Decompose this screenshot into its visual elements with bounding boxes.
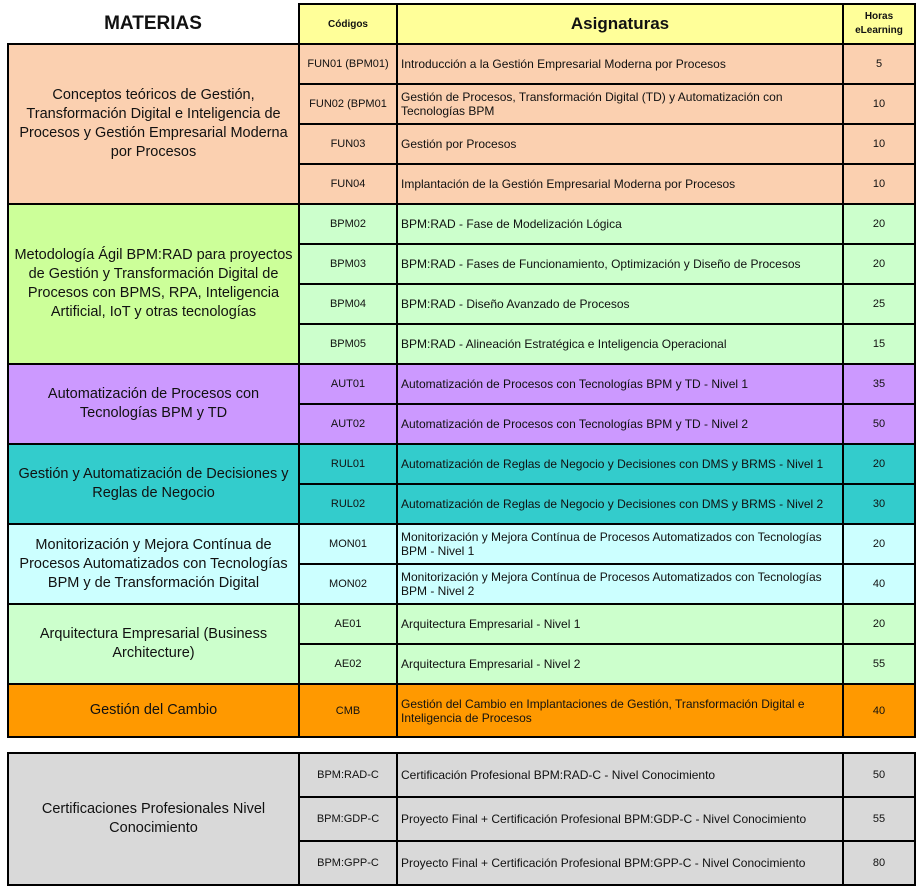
hours-cell: 30 [843, 484, 915, 524]
materia-cell: Automatización de Procesos con Tecnologías BPM y TD [8, 364, 299, 444]
asignaturas-heading: Asignaturas [397, 4, 843, 44]
code-cell: BPM05 [299, 324, 397, 364]
code-cell: MON02 [299, 564, 397, 604]
subject-cell: BPM:RAD - Fases de Funcionamiento, Optimización y Diseño de Procesos [397, 244, 843, 284]
hours-cell: 20 [843, 244, 915, 284]
subject-cell: Arquitectura Empresarial - Nivel 2 [397, 644, 843, 684]
subject-cell: BPM:RAD - Fase de Modelización Lógica [397, 204, 843, 244]
code-cell: CMB [299, 684, 397, 737]
materia-cell: Certificaciones Profesionales Nivel Conocimiento [8, 753, 299, 885]
hours-cell: 20 [843, 204, 915, 244]
materia-cell: Arquitectura Empresarial (Business Architecture) [8, 604, 299, 684]
hours-cell: 40 [843, 684, 915, 737]
subject-cell: Monitorización y Mejora Contínua de Procesos Automatizados con Tecnologías BPM - Nivel 2 [397, 564, 843, 604]
hours-cell: 5 [843, 44, 915, 84]
code-cell: FUN01 (BPM01) [299, 44, 397, 84]
subject-cell: Proyecto Final + Certificación Profesional BPM:GDP-C - Nivel Conocimiento [397, 797, 843, 841]
subjects-table [7, 3, 916, 738]
subject-cell: Introducción a la Gestión Empresarial Moderna por Procesos [397, 44, 843, 84]
subject-cell: BPM:RAD - Diseño Avanzado de Procesos [397, 284, 843, 324]
table-row [8, 364, 915, 404]
materia-cell: Conceptos teóricos de Gestión, Transformación Digital e Inteligencia de Procesos y Gestión Empresarial Moderna por Procesos [8, 44, 299, 204]
table-row [8, 604, 915, 644]
table-row [8, 524, 915, 564]
code-cell: FUN04 [299, 164, 397, 204]
hours-cell: 25 [843, 284, 915, 324]
hours-cell: 80 [843, 841, 915, 885]
subject-cell: Implantación de la Gestión Empresarial Moderna por Procesos [397, 164, 843, 204]
code-cell: FUN02 (BPM01 [299, 84, 397, 124]
code-cell: AUT01 [299, 364, 397, 404]
hours-cell: 50 [843, 753, 915, 797]
codigos-heading: Códigos [299, 4, 397, 44]
certifications-table [7, 752, 916, 886]
subject-cell: Automatización de Reglas de Negocio y Decisiones con DMS y BRMS - Nivel 1 [397, 444, 843, 484]
hours-cell: 55 [843, 797, 915, 841]
code-cell: RUL01 [299, 444, 397, 484]
materia-cell: Metodología Ágil BPM:RAD para proyectos de Gestión y Transformación Digital de Procesos con BPMS, RPA, Inteligencia Artificial, IoT y otras tecnologías [8, 204, 299, 364]
hours-cell: 10 [843, 124, 915, 164]
subject-cell: Monitorización y Mejora Contínua de Procesos Automatizados con Tecnologías BPM - Nivel 1 [397, 524, 843, 564]
subject-cell: Gestión del Cambio en Implantaciones de Gestión, Transformación Digital e Inteligencia de Procesos [397, 684, 843, 737]
subject-cell: Automatización de Reglas de Negocio y Decisiones con DMS y BRMS - Nivel 2 [397, 484, 843, 524]
hours-cell: 40 [843, 564, 915, 604]
code-cell: MON01 [299, 524, 397, 564]
materia-cell: Gestión y Automatización de Decisiones y Reglas de Negocio [8, 444, 299, 524]
table-row [8, 753, 915, 797]
code-cell: RUL02 [299, 484, 397, 524]
hours-cell: 20 [843, 444, 915, 484]
code-cell: AUT02 [299, 404, 397, 444]
subject-cell: Gestión por Procesos [397, 124, 843, 164]
subject-cell: Gestión de Procesos, Transformación Digital (TD) y Automatización con Tecnologías BPM [397, 84, 843, 124]
materia-cell: Monitorización y Mejora Contínua de Procesos Automatizados con Tecnologías BPM y de Transformación Digital [8, 524, 299, 604]
code-cell: BPM03 [299, 244, 397, 284]
table-row [8, 44, 915, 84]
code-cell: BPM:RAD-C [299, 753, 397, 797]
subject-cell: Certificación Profesional BPM:RAD-C - Nivel Conocimiento [397, 753, 843, 797]
hours-cell: 20 [843, 604, 915, 644]
code-cell: AE02 [299, 644, 397, 684]
code-cell: AE01 [299, 604, 397, 644]
code-cell: BPM04 [299, 284, 397, 324]
horas-heading: Horas eLearning [843, 4, 915, 44]
code-cell: BPM:GPP-C [299, 841, 397, 885]
subject-cell: Automatización de Procesos con Tecnologías BPM y TD - Nivel 2 [397, 404, 843, 444]
materia-cell: Gestión del Cambio [8, 684, 299, 737]
materias-heading: MATERIAS [8, 4, 299, 44]
hours-cell: 20 [843, 524, 915, 564]
table-row [8, 684, 915, 737]
header-row [8, 4, 915, 44]
subject-cell: BPM:RAD - Alineación Estratégica e Inteligencia Operacional [397, 324, 843, 364]
hours-cell: 50 [843, 404, 915, 444]
code-cell: FUN03 [299, 124, 397, 164]
hours-cell: 55 [843, 644, 915, 684]
table-row [8, 444, 915, 484]
hours-cell: 35 [843, 364, 915, 404]
hours-cell: 10 [843, 84, 915, 124]
hours-cell: 15 [843, 324, 915, 364]
subject-cell: Proyecto Final + Certificación Profesional BPM:GPP-C - Nivel Conocimiento [397, 841, 843, 885]
table-row [8, 204, 915, 244]
subject-cell: Arquitectura Empresarial - Nivel 1 [397, 604, 843, 644]
code-cell: BPM:GDP-C [299, 797, 397, 841]
subject-cell: Automatización de Procesos con Tecnologías BPM y TD - Nivel 1 [397, 364, 843, 404]
code-cell: BPM02 [299, 204, 397, 244]
hours-cell: 10 [843, 164, 915, 204]
